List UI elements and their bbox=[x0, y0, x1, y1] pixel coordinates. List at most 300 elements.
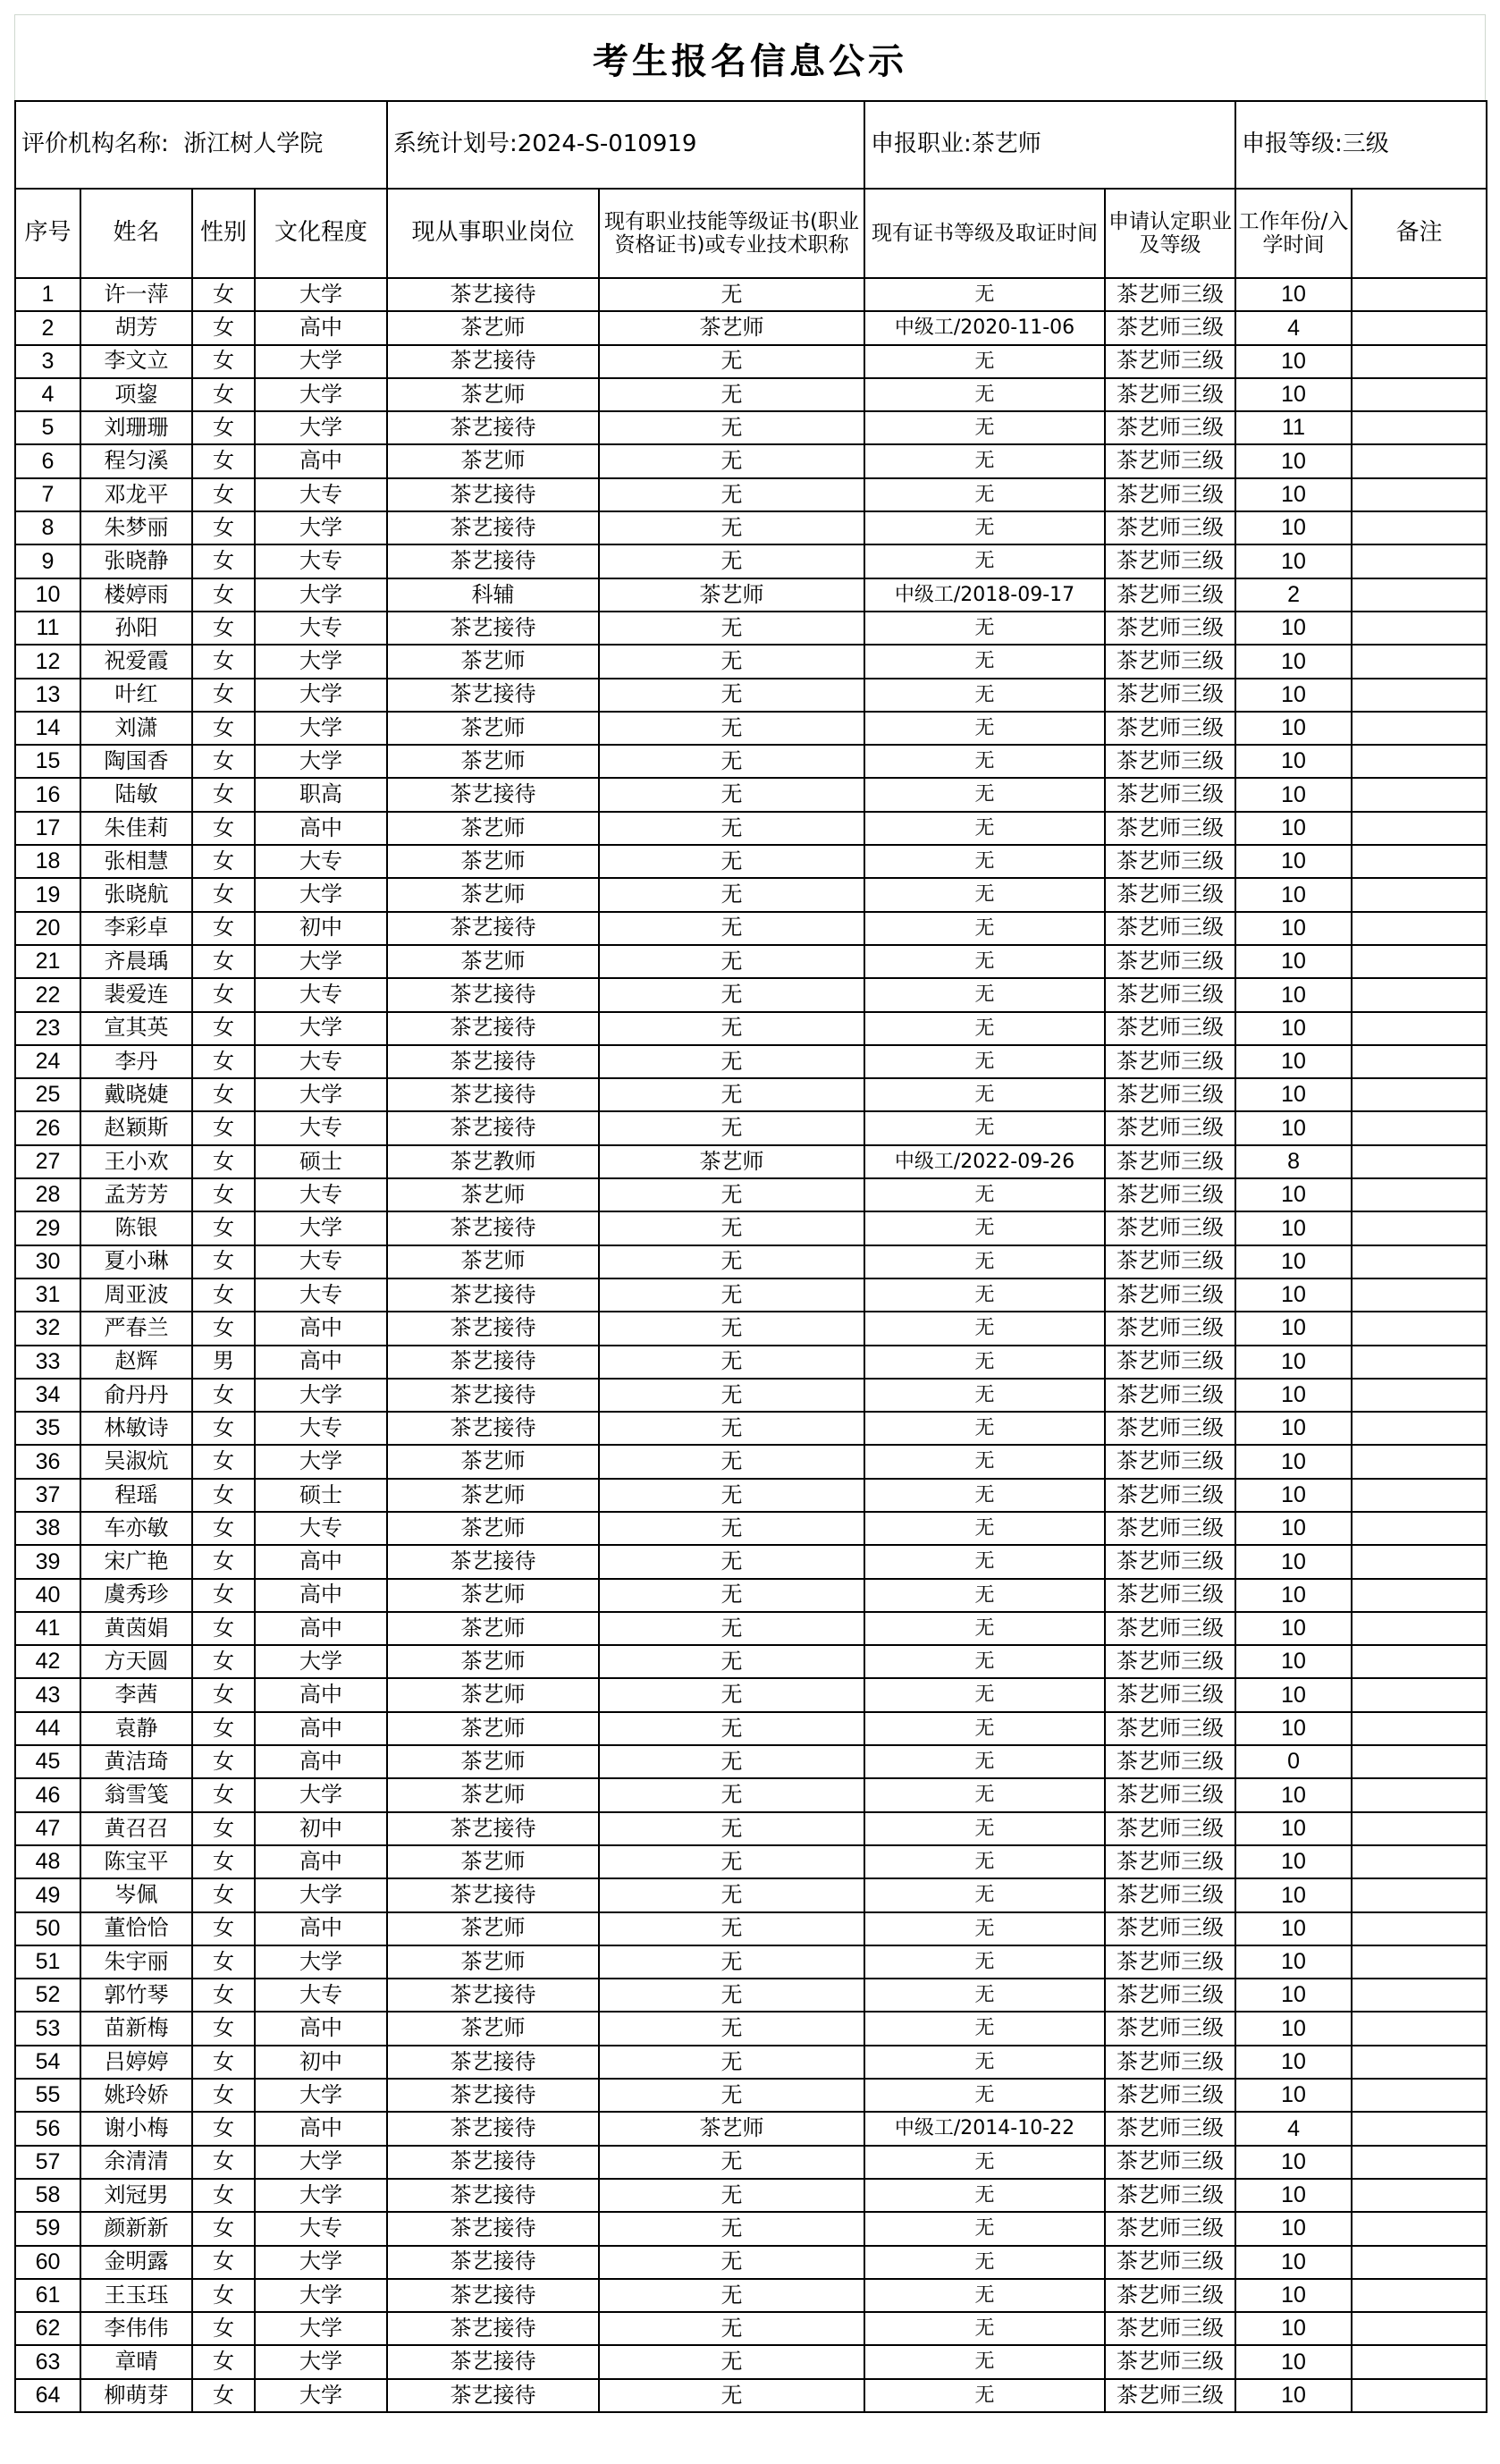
cell-index: 12 bbox=[15, 645, 80, 678]
cell-remarks bbox=[1352, 511, 1487, 544]
cell-position: 茶艺接待 bbox=[387, 478, 599, 511]
cell-work-years: 10 bbox=[1235, 812, 1352, 845]
cell-cert-level-date: 无 bbox=[864, 278, 1105, 311]
cell-cert-level-date: 无 bbox=[864, 1278, 1105, 1312]
cell-position: 茶艺师 bbox=[387, 378, 599, 411]
cell-existing-cert: 无 bbox=[599, 2246, 864, 2279]
cell-name: 张晓静 bbox=[80, 544, 192, 578]
cell-work-years: 10 bbox=[1235, 1612, 1352, 1645]
cell-cert-level-date: 无 bbox=[864, 1312, 1105, 1345]
cell-position: 茶艺师 bbox=[387, 1912, 599, 1945]
cell-cert-level-date: 无 bbox=[864, 945, 1105, 978]
cell-remarks bbox=[1352, 1379, 1487, 1412]
cell-remarks bbox=[1352, 1479, 1487, 1512]
cell-work-years: 10 bbox=[1235, 1445, 1352, 1478]
cell-existing-cert: 无 bbox=[599, 2079, 864, 2112]
cell-work-years: 10 bbox=[1235, 544, 1352, 578]
cell-index: 30 bbox=[15, 1245, 80, 1278]
cell-existing-cert: 无 bbox=[599, 2379, 864, 2412]
table-row bbox=[15, 2279, 1487, 2312]
cell-education: 大学 bbox=[255, 745, 387, 778]
cell-work-years: 10 bbox=[1235, 1579, 1352, 1612]
cell-name: 苗新梅 bbox=[80, 2012, 192, 2045]
cell-existing-cert: 无 bbox=[599, 1912, 864, 1945]
cell-apply-level: 茶艺师三级 bbox=[1105, 645, 1235, 678]
cell-position: 茶艺接待 bbox=[387, 1412, 599, 1445]
cell-gender: 女 bbox=[192, 1245, 255, 1278]
cell-position: 茶艺接待 bbox=[387, 345, 599, 378]
header-cell: 现有证书等级及取证时间 bbox=[864, 189, 1105, 278]
cell-remarks bbox=[1352, 2279, 1487, 2312]
cell-name: 黄洁琦 bbox=[80, 1745, 192, 1778]
table-row bbox=[15, 1412, 1487, 1445]
cell-index: 56 bbox=[15, 2112, 80, 2145]
cell-education: 大学 bbox=[255, 2345, 387, 2378]
cell-gender: 女 bbox=[192, 578, 255, 612]
cell-remarks bbox=[1352, 2012, 1487, 2045]
cell-remarks bbox=[1352, 878, 1487, 911]
cell-education: 大学 bbox=[255, 2246, 387, 2279]
cell-education: 大专 bbox=[255, 544, 387, 578]
cell-name: 章晴 bbox=[80, 2345, 192, 2378]
cell-name: 王玉珏 bbox=[80, 2279, 192, 2312]
cell-apply-level: 茶艺师三级 bbox=[1105, 712, 1235, 745]
cell-position: 茶艺接待 bbox=[387, 1346, 599, 1379]
cell-existing-cert: 无 bbox=[599, 1346, 864, 1379]
cell-cert-level-date: 无 bbox=[864, 2012, 1105, 2045]
cell-remarks bbox=[1352, 1078, 1487, 1111]
cell-education: 大专 bbox=[255, 1178, 387, 1211]
cell-work-years: 10 bbox=[1235, 278, 1352, 311]
page-title: 考生报名信息公示 bbox=[593, 40, 907, 82]
cell-apply-level: 茶艺师三级 bbox=[1105, 311, 1235, 344]
cell-apply-level: 茶艺师三级 bbox=[1105, 1245, 1235, 1278]
cell-cert-level-date: 无 bbox=[864, 511, 1105, 544]
cell-education: 高中 bbox=[255, 1612, 387, 1645]
cell-existing-cert: 无 bbox=[599, 2179, 864, 2212]
table-row bbox=[15, 2079, 1487, 2112]
org-cell bbox=[15, 101, 387, 189]
cell-existing-cert: 无 bbox=[599, 1778, 864, 1811]
table-row bbox=[15, 912, 1487, 945]
cell-name: 刘冠男 bbox=[80, 2179, 192, 2212]
cell-cert-level-date: 无 bbox=[864, 345, 1105, 378]
cell-index: 27 bbox=[15, 1145, 80, 1178]
table-row bbox=[15, 1945, 1487, 1979]
cell-existing-cert: 无 bbox=[599, 1678, 864, 1711]
cell-existing-cert: 无 bbox=[599, 1111, 864, 1144]
table-row bbox=[15, 1979, 1487, 2012]
cell-cert-level-date: 无 bbox=[864, 1078, 1105, 1111]
cell-position: 茶艺师 bbox=[387, 311, 599, 344]
cell-remarks bbox=[1352, 679, 1487, 712]
cell-cert-level-date: 无 bbox=[864, 1045, 1105, 1078]
cell-index: 6 bbox=[15, 444, 80, 477]
cell-apply-level: 茶艺师三级 bbox=[1105, 1645, 1235, 1678]
cell-position: 茶艺师 bbox=[387, 945, 599, 978]
table-row bbox=[15, 1512, 1487, 1545]
cell-apply-level: 茶艺师三级 bbox=[1105, 2246, 1235, 2279]
cell-work-years: 4 bbox=[1235, 2112, 1352, 2145]
cell-education: 高中 bbox=[255, 1745, 387, 1778]
cell-apply-level: 茶艺师三级 bbox=[1105, 1845, 1235, 1878]
cell-existing-cert: 无 bbox=[599, 1979, 864, 2012]
cell-education: 大学 bbox=[255, 1778, 387, 1811]
cell-existing-cert: 无 bbox=[599, 912, 864, 945]
cell-position: 茶艺接待 bbox=[387, 1045, 599, 1078]
cell-name: 赵辉 bbox=[80, 1346, 192, 1379]
cell-gender: 女 bbox=[192, 411, 255, 444]
cell-index: 11 bbox=[15, 612, 80, 645]
cell-education: 大学 bbox=[255, 1445, 387, 1478]
cell-existing-cert: 茶艺师 bbox=[599, 311, 864, 344]
cell-apply-level: 茶艺师三级 bbox=[1105, 1012, 1235, 1045]
header-cell: 现有职业技能等级证书(职业资格证书)或专业技术职称 bbox=[599, 189, 864, 278]
header-cell: 申请认定职业及等级 bbox=[1105, 189, 1235, 278]
cell-name: 谢小梅 bbox=[80, 2112, 192, 2145]
cell-name: 林敏诗 bbox=[80, 1412, 192, 1445]
cell-education: 大学 bbox=[255, 1379, 387, 1412]
cell-gender: 女 bbox=[192, 1445, 255, 1478]
cell-remarks bbox=[1352, 1145, 1487, 1178]
table-row bbox=[15, 278, 1487, 311]
cell-remarks bbox=[1352, 1712, 1487, 1745]
cell-position: 茶艺接待 bbox=[387, 2179, 599, 2212]
cell-position: 茶艺师 bbox=[387, 2012, 599, 2045]
cell-position: 茶艺师 bbox=[387, 878, 599, 911]
cell-existing-cert: 无 bbox=[599, 2345, 864, 2378]
cell-remarks bbox=[1352, 945, 1487, 978]
cell-cert-level-date: 无 bbox=[864, 544, 1105, 578]
cell-position: 茶艺接待 bbox=[387, 2112, 599, 2145]
cell-gender: 女 bbox=[192, 978, 255, 1011]
cell-existing-cert: 无 bbox=[599, 544, 864, 578]
cell-work-years: 10 bbox=[1235, 1111, 1352, 1144]
cell-index: 47 bbox=[15, 1812, 80, 1845]
cell-work-years: 10 bbox=[1235, 1211, 1352, 1245]
cell-gender: 女 bbox=[192, 345, 255, 378]
cell-index: 58 bbox=[15, 2179, 80, 2212]
cell-apply-level: 茶艺师三级 bbox=[1105, 1512, 1235, 1545]
cell-work-years: 10 bbox=[1235, 345, 1352, 378]
cell-apply-level: 茶艺师三级 bbox=[1105, 1745, 1235, 1778]
table-row bbox=[15, 1379, 1487, 1412]
cell-gender: 女 bbox=[192, 1612, 255, 1645]
cell-name: 孙阳 bbox=[80, 612, 192, 645]
table-row bbox=[15, 2212, 1487, 2245]
cell-existing-cert: 无 bbox=[599, 378, 864, 411]
cell-gender: 男 bbox=[192, 1346, 255, 1379]
table-row bbox=[15, 2012, 1487, 2045]
table-row bbox=[15, 745, 1487, 778]
cell-existing-cert: 无 bbox=[599, 478, 864, 511]
cell-work-years: 10 bbox=[1235, 712, 1352, 745]
cell-existing-cert: 无 bbox=[599, 1078, 864, 1111]
cell-gender: 女 bbox=[192, 1379, 255, 1412]
cell-apply-level: 茶艺师三级 bbox=[1105, 612, 1235, 645]
cell-work-years: 10 bbox=[1235, 1878, 1352, 1911]
cell-remarks bbox=[1352, 2179, 1487, 2212]
cell-position: 茶艺接待 bbox=[387, 1812, 599, 1845]
cell-work-years: 10 bbox=[1235, 2179, 1352, 2212]
cell-remarks bbox=[1352, 1512, 1487, 1545]
header-cell: 现从事职业岗位 bbox=[387, 189, 599, 278]
cell-name: 岑佩 bbox=[80, 1878, 192, 1911]
cell-cert-level-date: 无 bbox=[864, 1878, 1105, 1911]
cell-name: 程瑶 bbox=[80, 1479, 192, 1512]
cell-existing-cert: 无 bbox=[599, 712, 864, 745]
cell-cert-level-date: 无 bbox=[864, 679, 1105, 712]
cell-work-years: 10 bbox=[1235, 1379, 1352, 1412]
cell-apply-level: 茶艺师三级 bbox=[1105, 511, 1235, 544]
cell-education: 初中 bbox=[255, 2046, 387, 2079]
cell-position: 茶艺接待 bbox=[387, 2312, 599, 2345]
cell-index: 23 bbox=[15, 1012, 80, 1045]
cell-index: 2 bbox=[15, 311, 80, 344]
cell-education: 大学 bbox=[255, 679, 387, 712]
cell-work-years: 10 bbox=[1235, 745, 1352, 778]
cell-index: 3 bbox=[15, 345, 80, 378]
cell-gender: 女 bbox=[192, 2379, 255, 2412]
cell-remarks bbox=[1352, 1445, 1487, 1478]
cell-work-years: 10 bbox=[1235, 912, 1352, 945]
cell-name: 李文立 bbox=[80, 345, 192, 378]
cell-index: 38 bbox=[15, 1512, 80, 1545]
cell-existing-cert: 无 bbox=[599, 812, 864, 845]
cell-existing-cert: 无 bbox=[599, 1479, 864, 1512]
cell-gender: 女 bbox=[192, 1812, 255, 1845]
cell-existing-cert: 无 bbox=[599, 1379, 864, 1412]
cell-gender: 女 bbox=[192, 2246, 255, 2279]
table-row bbox=[15, 544, 1487, 578]
cell-apply-level: 茶艺师三级 bbox=[1105, 1346, 1235, 1379]
cell-index: 52 bbox=[15, 1979, 80, 2012]
cell-existing-cert: 无 bbox=[599, 1211, 864, 1245]
cell-apply-level: 茶艺师三级 bbox=[1105, 1912, 1235, 1945]
cell-apply-level: 茶艺师三级 bbox=[1105, 378, 1235, 411]
cell-index: 32 bbox=[15, 1312, 80, 1345]
cell-remarks bbox=[1352, 1945, 1487, 1979]
cell-existing-cert: 无 bbox=[599, 1845, 864, 1878]
cell-education: 大学 bbox=[255, 1012, 387, 1045]
cell-name: 朱宇丽 bbox=[80, 1945, 192, 1979]
cell-education: 大学 bbox=[255, 1645, 387, 1678]
cell-position: 茶艺师 bbox=[387, 1445, 599, 1478]
cell-apply-level: 茶艺师三级 bbox=[1105, 1979, 1235, 2012]
cell-cert-level-date: 无 bbox=[864, 878, 1105, 911]
cell-gender: 女 bbox=[192, 1512, 255, 1545]
cell-remarks bbox=[1352, 1912, 1487, 1945]
cell-remarks bbox=[1352, 612, 1487, 645]
job-cell bbox=[864, 101, 1235, 189]
cell-remarks bbox=[1352, 1045, 1487, 1078]
cell-education: 大学 bbox=[255, 511, 387, 544]
cell-apply-level: 茶艺师三级 bbox=[1105, 912, 1235, 945]
cell-apply-level: 茶艺师三级 bbox=[1105, 1445, 1235, 1478]
cell-cert-level-date: 无 bbox=[864, 2312, 1105, 2345]
cell-index: 57 bbox=[15, 2146, 80, 2179]
cell-name: 祝爱霞 bbox=[80, 645, 192, 678]
cell-apply-level: 茶艺师三级 bbox=[1105, 1278, 1235, 1312]
cell-work-years: 10 bbox=[1235, 1512, 1352, 1545]
cell-gender: 女 bbox=[192, 2345, 255, 2378]
cell-cert-level-date: 无 bbox=[864, 1712, 1105, 1745]
cell-existing-cert: 无 bbox=[599, 1412, 864, 1445]
cell-cert-level-date: 无 bbox=[864, 2146, 1105, 2179]
table-row bbox=[15, 978, 1487, 1011]
cell-cert-level-date: 无 bbox=[864, 2279, 1105, 2312]
cell-work-years: 10 bbox=[1235, 2312, 1352, 2345]
cell-remarks bbox=[1352, 812, 1487, 845]
cell-work-years: 10 bbox=[1235, 1845, 1352, 1878]
cell-gender: 女 bbox=[192, 2012, 255, 2045]
cell-education: 高中 bbox=[255, 1712, 387, 1745]
cell-apply-level: 茶艺师三级 bbox=[1105, 2212, 1235, 2245]
cell-name: 袁静 bbox=[80, 1712, 192, 1745]
cell-name: 张晓航 bbox=[80, 878, 192, 911]
cell-work-years: 10 bbox=[1235, 1245, 1352, 1278]
cell-existing-cert: 无 bbox=[599, 1745, 864, 1778]
cell-apply-level: 茶艺师三级 bbox=[1105, 1778, 1235, 1811]
cell-education: 高中 bbox=[255, 311, 387, 344]
cell-education: 大专 bbox=[255, 612, 387, 645]
cell-work-years: 10 bbox=[1235, 1278, 1352, 1312]
cell-name: 周亚波 bbox=[80, 1278, 192, 1312]
cell-cert-level-date: 无 bbox=[864, 2179, 1105, 2212]
cell-gender: 女 bbox=[192, 912, 255, 945]
cell-apply-level: 茶艺师三级 bbox=[1105, 945, 1235, 978]
header-cell: 备注 bbox=[1352, 189, 1487, 278]
cell-apply-level: 茶艺师三级 bbox=[1105, 1111, 1235, 1144]
cell-apply-level: 茶艺师三级 bbox=[1105, 745, 1235, 778]
cell-existing-cert: 无 bbox=[599, 745, 864, 778]
cell-gender: 女 bbox=[192, 2212, 255, 2245]
cell-index: 34 bbox=[15, 1379, 80, 1412]
table-row bbox=[15, 1912, 1487, 1945]
cell-education: 大学 bbox=[255, 2146, 387, 2179]
cell-cert-level-date: 无 bbox=[864, 1612, 1105, 1645]
cell-cert-level-date: 无 bbox=[864, 845, 1105, 878]
table-row bbox=[15, 311, 1487, 344]
cell-cert-level-date: 无 bbox=[864, 1845, 1105, 1878]
org-value: 浙江树人学院 bbox=[183, 131, 324, 158]
table-row bbox=[15, 1312, 1487, 1345]
cell-cert-level-date: 中级工/2018-09-17 bbox=[864, 578, 1105, 612]
table-row bbox=[15, 1211, 1487, 1245]
cell-index: 10 bbox=[15, 578, 80, 612]
table-row bbox=[15, 2179, 1487, 2212]
cell-name: 李茜 bbox=[80, 1678, 192, 1711]
table-row bbox=[15, 478, 1487, 511]
cell-remarks bbox=[1352, 845, 1487, 878]
cell-name: 项鋆 bbox=[80, 378, 192, 411]
cell-index: 53 bbox=[15, 2012, 80, 2045]
cell-work-years: 10 bbox=[1235, 2046, 1352, 2079]
cell-education: 大学 bbox=[255, 1211, 387, 1245]
table-row bbox=[15, 1545, 1487, 1578]
cell-name: 程匀溪 bbox=[80, 444, 192, 477]
cell-name: 楼婷雨 bbox=[80, 578, 192, 612]
cell-index: 17 bbox=[15, 812, 80, 845]
cell-education: 大学 bbox=[255, 878, 387, 911]
cell-position: 茶艺接待 bbox=[387, 2246, 599, 2279]
cell-existing-cert: 茶艺师 bbox=[599, 2112, 864, 2145]
cell-remarks bbox=[1352, 1845, 1487, 1878]
cell-education: 大专 bbox=[255, 1245, 387, 1278]
cell-existing-cert: 无 bbox=[599, 1012, 864, 1045]
cell-cert-level-date: 无 bbox=[864, 712, 1105, 745]
cell-name: 余清清 bbox=[80, 2146, 192, 2179]
cell-gender: 女 bbox=[192, 679, 255, 712]
cell-index: 54 bbox=[15, 2046, 80, 2079]
cell-position: 茶艺接待 bbox=[387, 2146, 599, 2179]
cell-work-years: 10 bbox=[1235, 1945, 1352, 1979]
cell-gender: 女 bbox=[192, 1145, 255, 1178]
cell-work-years: 10 bbox=[1235, 679, 1352, 712]
cell-position: 茶艺接待 bbox=[387, 278, 599, 311]
cell-position: 茶艺接待 bbox=[387, 1012, 599, 1045]
cell-gender: 女 bbox=[192, 311, 255, 344]
cell-remarks bbox=[1352, 411, 1487, 444]
cell-education: 大学 bbox=[255, 278, 387, 311]
cell-apply-level: 茶艺师三级 bbox=[1105, 2379, 1235, 2412]
cell-position: 茶艺接待 bbox=[387, 1211, 599, 1245]
cell-index: 49 bbox=[15, 1878, 80, 1911]
cell-education: 大专 bbox=[255, 1512, 387, 1545]
cell-gender: 女 bbox=[192, 1912, 255, 1945]
cell-cert-level-date: 无 bbox=[864, 2246, 1105, 2279]
cell-work-years: 8 bbox=[1235, 1145, 1352, 1178]
org-label: 评价机构名称: bbox=[21, 131, 169, 158]
cell-apply-level: 茶艺师三级 bbox=[1105, 1945, 1235, 1979]
table-row bbox=[15, 2379, 1487, 2412]
header-cell: 工作年份/入学时间 bbox=[1235, 189, 1352, 278]
cell-existing-cert: 无 bbox=[599, 1512, 864, 1545]
cell-remarks bbox=[1352, 2146, 1487, 2179]
cell-remarks bbox=[1352, 645, 1487, 678]
cell-apply-level: 茶艺师三级 bbox=[1105, 444, 1235, 477]
cell-education: 大学 bbox=[255, 1945, 387, 1979]
cell-education: 大学 bbox=[255, 645, 387, 678]
cell-cert-level-date: 无 bbox=[864, 1912, 1105, 1945]
cell-name: 翁雪笺 bbox=[80, 1778, 192, 1811]
cell-position: 茶艺师 bbox=[387, 1512, 599, 1545]
cell-existing-cert: 无 bbox=[599, 2212, 864, 2245]
cell-name: 张相慧 bbox=[80, 845, 192, 878]
cell-work-years: 10 bbox=[1235, 1545, 1352, 1578]
cell-apply-level: 茶艺师三级 bbox=[1105, 1678, 1235, 1711]
cell-cert-level-date: 无 bbox=[864, 1678, 1105, 1711]
cell-index: 21 bbox=[15, 945, 80, 978]
cell-work-years: 10 bbox=[1235, 978, 1352, 1011]
cell-remarks bbox=[1352, 278, 1487, 311]
cell-position: 茶艺师 bbox=[387, 1612, 599, 1645]
cell-remarks bbox=[1352, 1678, 1487, 1711]
cell-name: 戴晓婕 bbox=[80, 1078, 192, 1111]
cell-cert-level-date: 无 bbox=[864, 612, 1105, 645]
cell-index: 22 bbox=[15, 978, 80, 1011]
cell-name: 刘珊珊 bbox=[80, 411, 192, 444]
cell-position: 茶艺师 bbox=[387, 444, 599, 477]
table-row bbox=[15, 679, 1487, 712]
cell-education: 初中 bbox=[255, 912, 387, 945]
cell-remarks bbox=[1352, 1312, 1487, 1345]
cell-apply-level: 茶艺师三级 bbox=[1105, 2146, 1235, 2179]
table-row bbox=[15, 1111, 1487, 1144]
cell-remarks bbox=[1352, 1979, 1487, 2012]
table-row bbox=[15, 1245, 1487, 1278]
cell-education: 大专 bbox=[255, 478, 387, 511]
